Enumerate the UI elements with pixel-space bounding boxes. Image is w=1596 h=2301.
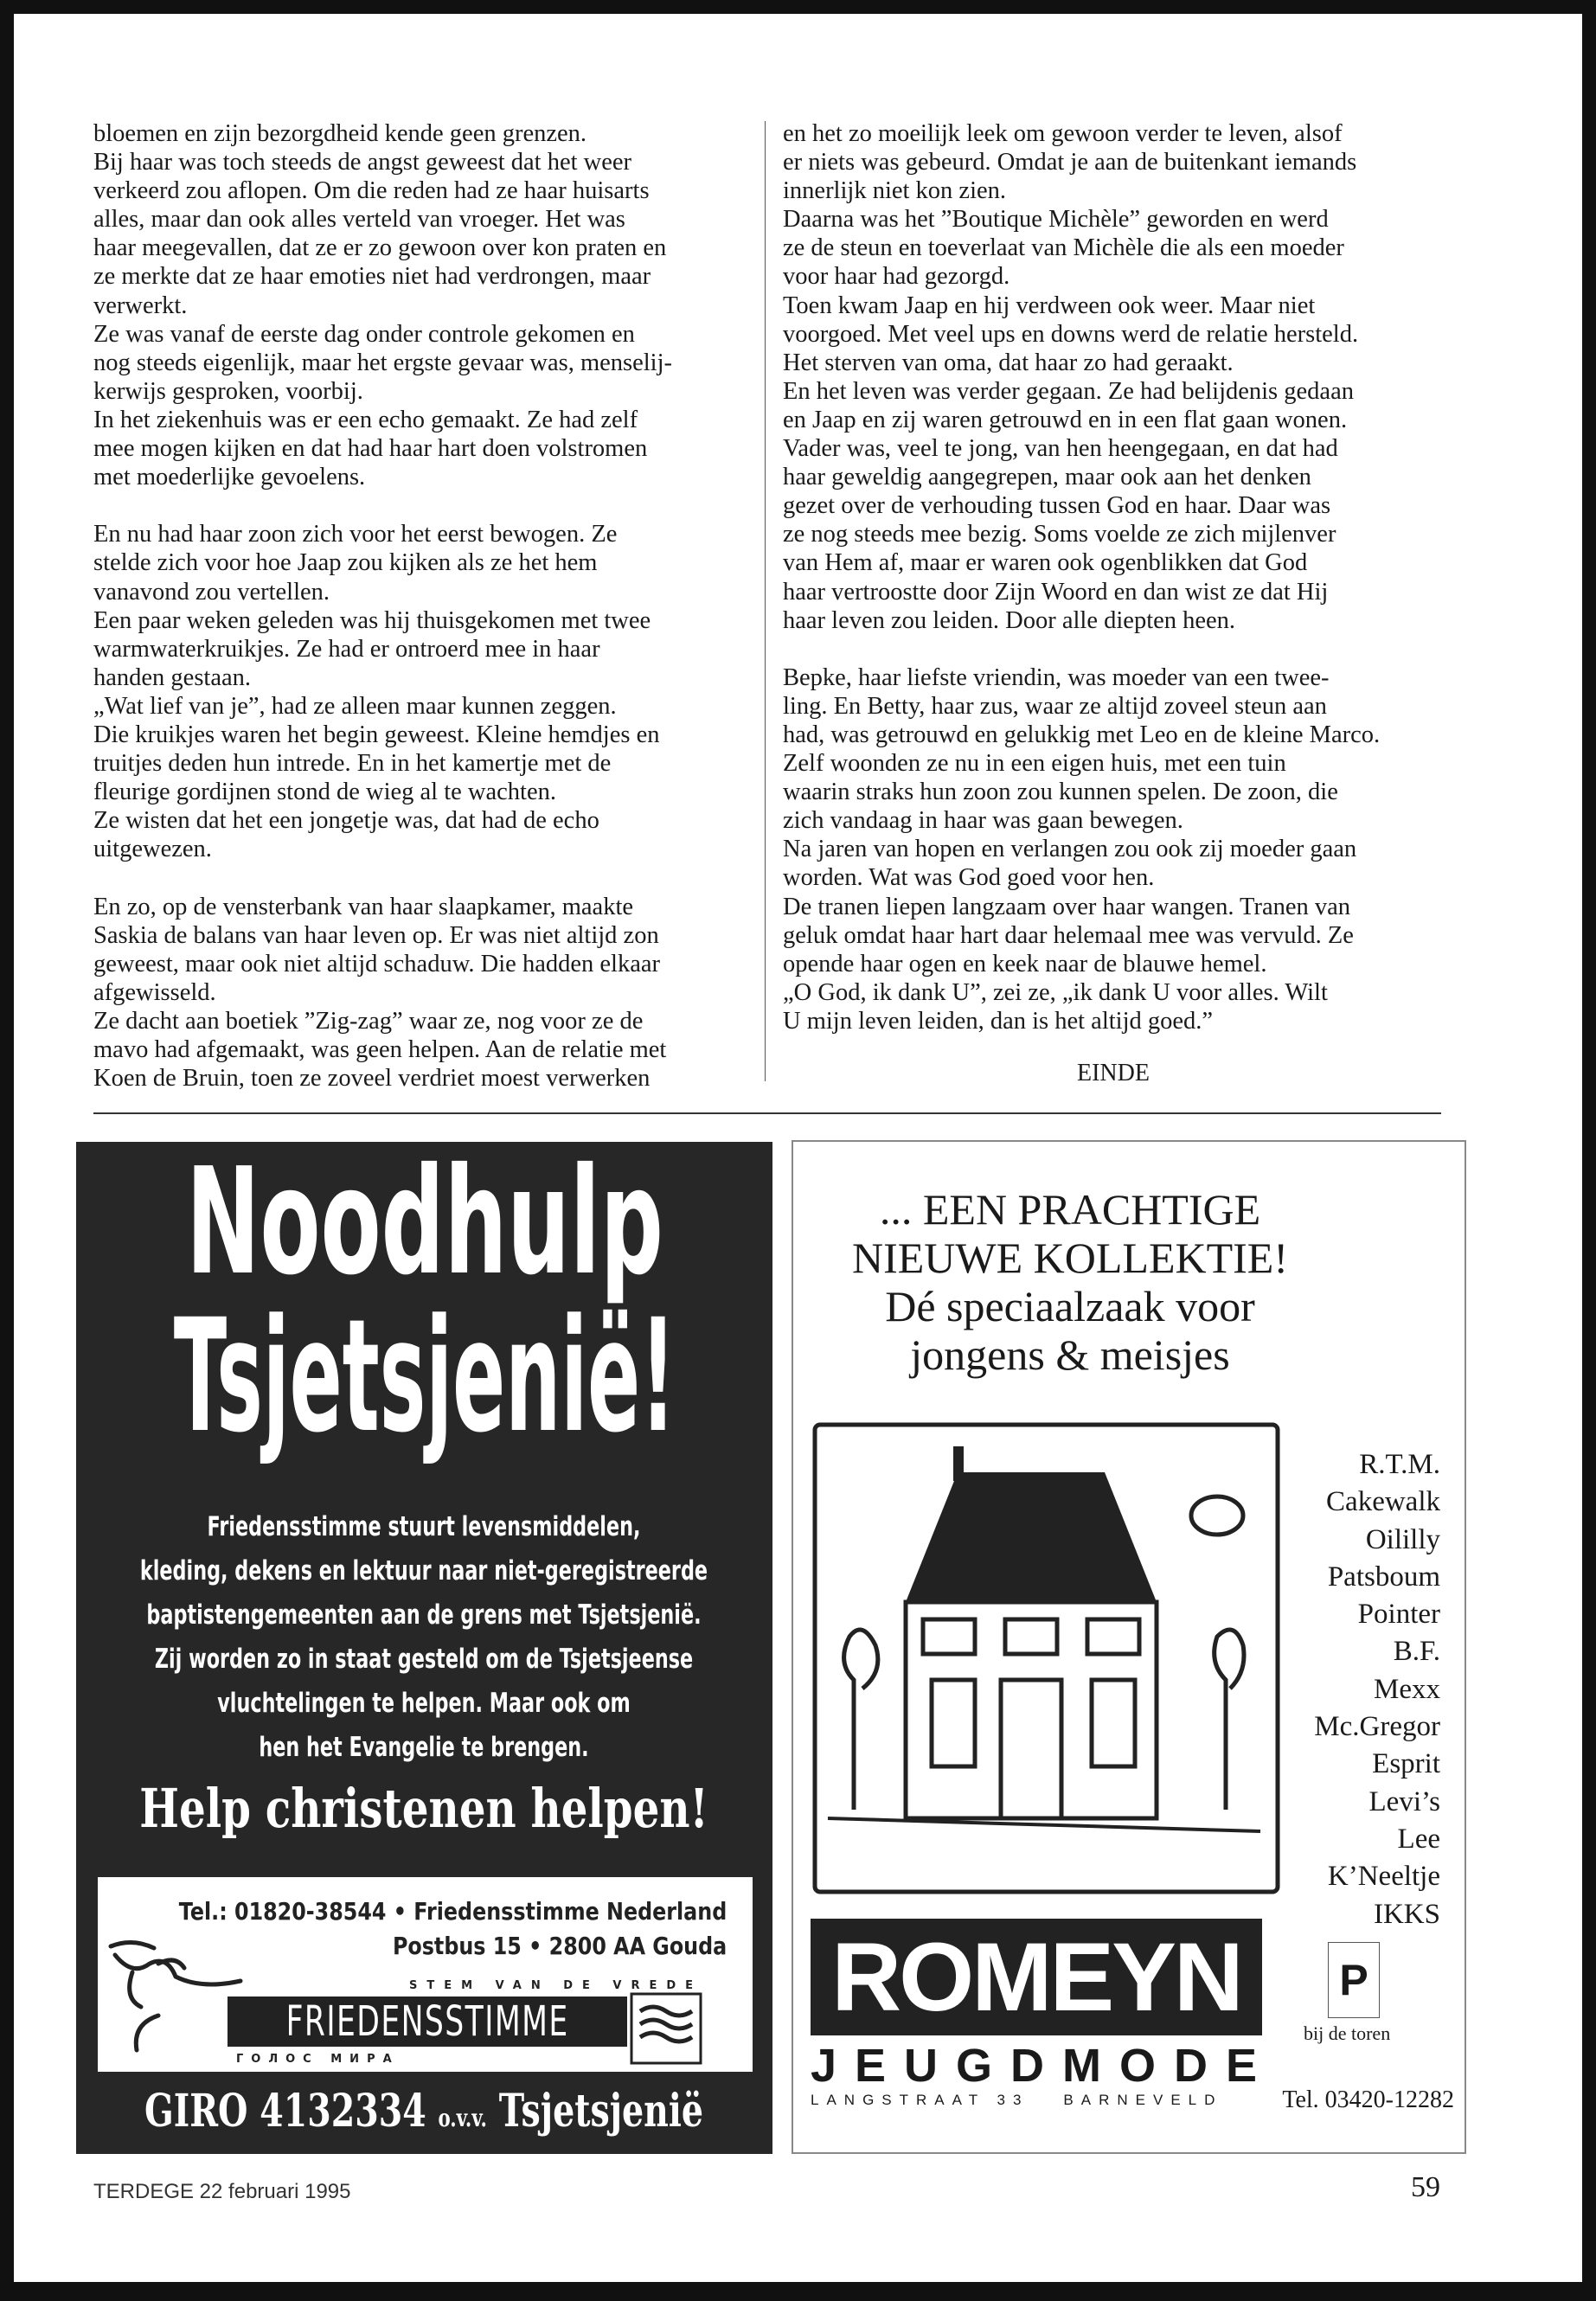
brand-item: Oililly <box>1365 1523 1440 1555</box>
article-end: EINDE <box>1077 1060 1150 1086</box>
text-line: uitgewezen. <box>93 836 212 863</box>
store-logo: ROMEYN <box>811 1919 1262 2035</box>
text-line: Saskia de balans van haar leven op. Er was niet altijd zon <box>93 921 659 949</box>
brand-list <box>1314 1446 1440 1933</box>
text-line: In het ziekenhuis was er een echo gemaakt. Ze had zelf <box>93 406 638 433</box>
text-line: „Wat lief van je”, had ze alleen maar kunnen zeggen. <box>93 692 617 720</box>
text-line: nog steeds eigenlijk, maar het ergste gevaar was, menselij- <box>93 349 672 376</box>
text-line: Ze was vanaf de eerste dag onder controle gekomen en <box>93 320 635 348</box>
ad-body-line: Zij worden zo in staat gesteld om de Tsjetsjeense <box>154 1644 694 1675</box>
text-line: innerlijk niet kon zien. <box>783 177 1007 205</box>
text-line: vanavond zou vertellen. <box>93 578 330 606</box>
text-line <box>93 863 672 892</box>
text-line: „O God, ik dank U”, zei ze, „ik dank U voor alles. Wilt <box>783 978 1328 1006</box>
advertisement-noodhulp <box>76 1142 772 2154</box>
contact-phone: Tel.: 01820-38544 • Friedensstimme Nederland <box>178 1897 727 1926</box>
text-line: De tranen liepen langzaam over haar wangen. Tranen van <box>783 893 1351 920</box>
text-line: haar leven zou leiden. Door alle diepten heen. <box>783 606 1236 634</box>
text-line: verwerkt. <box>93 292 188 319</box>
text-line: had, was getrouwd en gelukkig met Leo en de kleine Marco. <box>783 721 1381 748</box>
ad-slogan: Help christenen helpen! <box>139 1777 708 1840</box>
text-line: voorgoed. Met veel ups en downs werd de relatie hersteld. <box>783 320 1359 348</box>
text-line: ling. En Betty, haar zus, waar ze altijd zoveel steun aan <box>783 692 1327 720</box>
text-line: ze nog steeds mee bezig. Soms voelde ze zich mijlenver <box>783 521 1336 548</box>
column-divider <box>765 121 766 1081</box>
logo-tagline: STEM VAN DE VREDE <box>409 1979 703 1992</box>
text-line: mee mogen kijken en dat had haar hart doen volstromen <box>93 435 648 463</box>
text-line: Ze wisten dat het een jongetje was, dat had de echo <box>93 807 599 835</box>
text-line: warmwaterkruikjes. Ze had er ontroerd mee in haar <box>93 635 600 663</box>
giro-line: GIRO 4132334 o.v.v. Tsjetsjenië <box>144 2085 704 2138</box>
contact-address: Postbus 15 • 2800 AA Gouda <box>392 1932 727 1960</box>
advertisement-romeyn <box>792 1140 1466 2154</box>
brand-item: Patsboum <box>1327 1561 1440 1593</box>
text-line: ze de steun en toeverlaat van Michèle die als een moeder <box>783 234 1344 262</box>
text-line: En het leven was verder gegaan. Ze had belijdenis gedaan <box>783 377 1354 405</box>
brand-item: Mexx <box>1374 1673 1440 1705</box>
text-line: er niets was gebeurd. Omdat je aan de buitenkant iemands <box>783 149 1357 176</box>
brand-item: Esprit <box>1372 1748 1440 1780</box>
parking-note: bij de toren <box>1304 2022 1391 2044</box>
parking-icon: P <box>1328 1942 1380 2018</box>
article-column-1 <box>93 119 672 1093</box>
ad-headline: ... EEN PRACHTIGE NIEUWE KOLLEKTIE! Dé speciaalzaak voor jongens & meisjes <box>852 1185 1288 1379</box>
text-line: worden. Wat was God goed voor hen. <box>783 864 1155 892</box>
store-address: LANGSTRAAT 33 BARNEVELD <box>811 2092 1223 2108</box>
brand-item: Pointer <box>1357 1599 1440 1631</box>
text-line: met moederlijke gevoelens. <box>93 464 366 491</box>
section-divider <box>93 1112 1441 1114</box>
store-phone: Tel. 03420-12282 <box>1282 2086 1454 2113</box>
text-line: en Jaap en zij waren getrouwd en in een flat gaan wonen. <box>783 406 1348 433</box>
publication-footer: TERDEGE 22 februari 1995 <box>93 2180 351 2203</box>
ad-body-line: hen het Evangelie te brengen. <box>259 1732 589 1763</box>
ad-headline-1: Noodhulp <box>186 1142 663 1308</box>
text-line: gezet over de verhouding tussen God en haar. Daar was <box>783 492 1331 520</box>
text-line: mavo had afgemaakt, was geen helpen. Aan de relatie met <box>93 1036 667 1063</box>
text-line: fleurige gordijnen stond de wieg al te wachten. <box>93 779 556 806</box>
text-line: Ze dacht aan boetiek ”Zig-zag” waar ze, nog voor ze de <box>93 1007 644 1035</box>
text-line: haar vertroostte door Zijn Woord en dan wist ze dat Hij <box>783 578 1329 606</box>
house-drawing <box>811 1420 1282 1896</box>
ad-body-line: baptistengemeenten aan de grens met Tsjetsjenië. <box>146 1599 702 1631</box>
book-icon <box>627 1990 709 2072</box>
text-line: Het sterven van oma, dat haar zo had geraakt. <box>783 349 1234 376</box>
text-line: verkeerd zou aflopen. Om die reden had ze haar huisarts <box>93 177 650 205</box>
text-line: voor haar had gezorgd. <box>783 263 1010 291</box>
text-line: alles, maar dan ook alles verteld van vroeger. Het was <box>93 206 625 234</box>
brand-item: R.T.M. <box>1359 1449 1440 1480</box>
text-line: Na jaren van hopen en verlangen zou ook zij moeder gaan <box>783 836 1357 863</box>
text-line: Koen de Bruin, toen ze zoveel verdriet moest verwerken <box>93 1065 651 1093</box>
text-line: haar geweldig aangegrepen, maar ook aan het denken <box>783 464 1311 491</box>
ad-body <box>81 1505 766 1770</box>
text-line: handen gestaan. <box>93 663 252 691</box>
text-line: U mijn leven leiden, dan is het altijd goed.” <box>783 1007 1214 1035</box>
text-line: geluk omdat haar hart daar helemaal mee was vervuld. Ze <box>783 921 1354 949</box>
text-line: Daarna was het ”Boutique Michèle” geworden en werd <box>783 206 1329 234</box>
logo-russian: ГОЛОС МИРА <box>236 2053 400 2066</box>
store-subtitle: JEUGDMODE <box>811 2040 1276 2092</box>
text-line: bloemen en zijn bezorgdheid kende geen grenzen. <box>93 120 587 147</box>
text-line: Zelf woonden ze nu in een eigen huis, met een tuin <box>783 750 1286 778</box>
text-line: haar meegevallen, dat ze er zo gewoon over kon praten en <box>93 234 667 262</box>
text-line: truitjes deden hun intrede. En in het kamertje met de <box>93 750 612 778</box>
article-column-2 <box>783 119 1380 1035</box>
text-line: Bij haar was toch steeds de angst geweest dat het weer <box>93 149 632 176</box>
text-line <box>93 491 672 520</box>
text-line: stelde zich voor hoe Jaap zou kijken als ze het hem <box>93 549 598 577</box>
text-line: waarin straks hun zoon zou kunnen spelen. De zoon, die <box>783 779 1338 806</box>
text-line: opende haar ogen en keek naar de blauwe hemel. <box>783 950 1267 977</box>
text-line: zich vandaag in haar was gaan bewegen. <box>783 807 1183 835</box>
text-line: kerwijs gesproken, voorbij. <box>93 377 363 405</box>
ad-body-line: kleding, dekens en lektuur naar niet-geregistreerde <box>139 1555 708 1586</box>
ad-body-line: vluchtelingen te helpen. Maar ook om <box>217 1688 631 1719</box>
page-number: 59 <box>1411 2171 1440 2203</box>
brand-item: Lee <box>1397 1823 1440 1855</box>
ad-body-line: Friedensstimme stuurt levensmiddelen, <box>207 1511 641 1542</box>
ad-headline-2: Tsjetsjenië! <box>173 1286 676 1467</box>
text-line: ze merkte dat ze haar emoties niet had verdrongen, maar <box>93 263 651 291</box>
brand-item: B.F. <box>1393 1636 1440 1668</box>
text-line: Een paar weken geleden was hij thuisgekomen met twee <box>93 606 651 634</box>
brand-item: K’Neeltje <box>1327 1861 1440 1893</box>
text-line: Die kruikjes waren het begin geweest. Kleine hemdjes en <box>93 721 660 748</box>
text-line: van Hem af, maar er waren ook ogenblikken dat God <box>783 549 1308 577</box>
text-line: Bepke, haar liefste vriendin, was moeder van een twee- <box>783 663 1330 691</box>
text-line: en het zo moeilijk leek om gewoon verder te leven, alsof <box>783 120 1343 147</box>
text-line: Vader was, veel te jong, van hen heengegaan, en dat had <box>783 435 1338 463</box>
brand-item: Mc.Gregor <box>1314 1711 1440 1743</box>
text-line: En zo, op de vensterbank van haar slaapkamer, maakte <box>93 893 634 920</box>
text-line: En nu had haar zoon zich voor het eerst bewogen. Ze <box>93 521 618 548</box>
text-line: afgewisseld. <box>93 978 216 1006</box>
contact-box <box>98 1877 753 2072</box>
text-line <box>783 635 1380 663</box>
brand-item: Levi’s <box>1368 1785 1440 1817</box>
friedensstimme-logo: FRIEDENSSTIMME <box>228 1997 627 2047</box>
brand-item: Cakewalk <box>1326 1486 1440 1518</box>
text-line: geweest, maar ook niet altijd schaduw. Die hadden elkaar <box>93 950 660 977</box>
text-line: Toen kwam Jaap en hij verdween ook weer. Maar niet <box>783 292 1316 319</box>
brand-item: IKKS <box>1373 1898 1440 1930</box>
